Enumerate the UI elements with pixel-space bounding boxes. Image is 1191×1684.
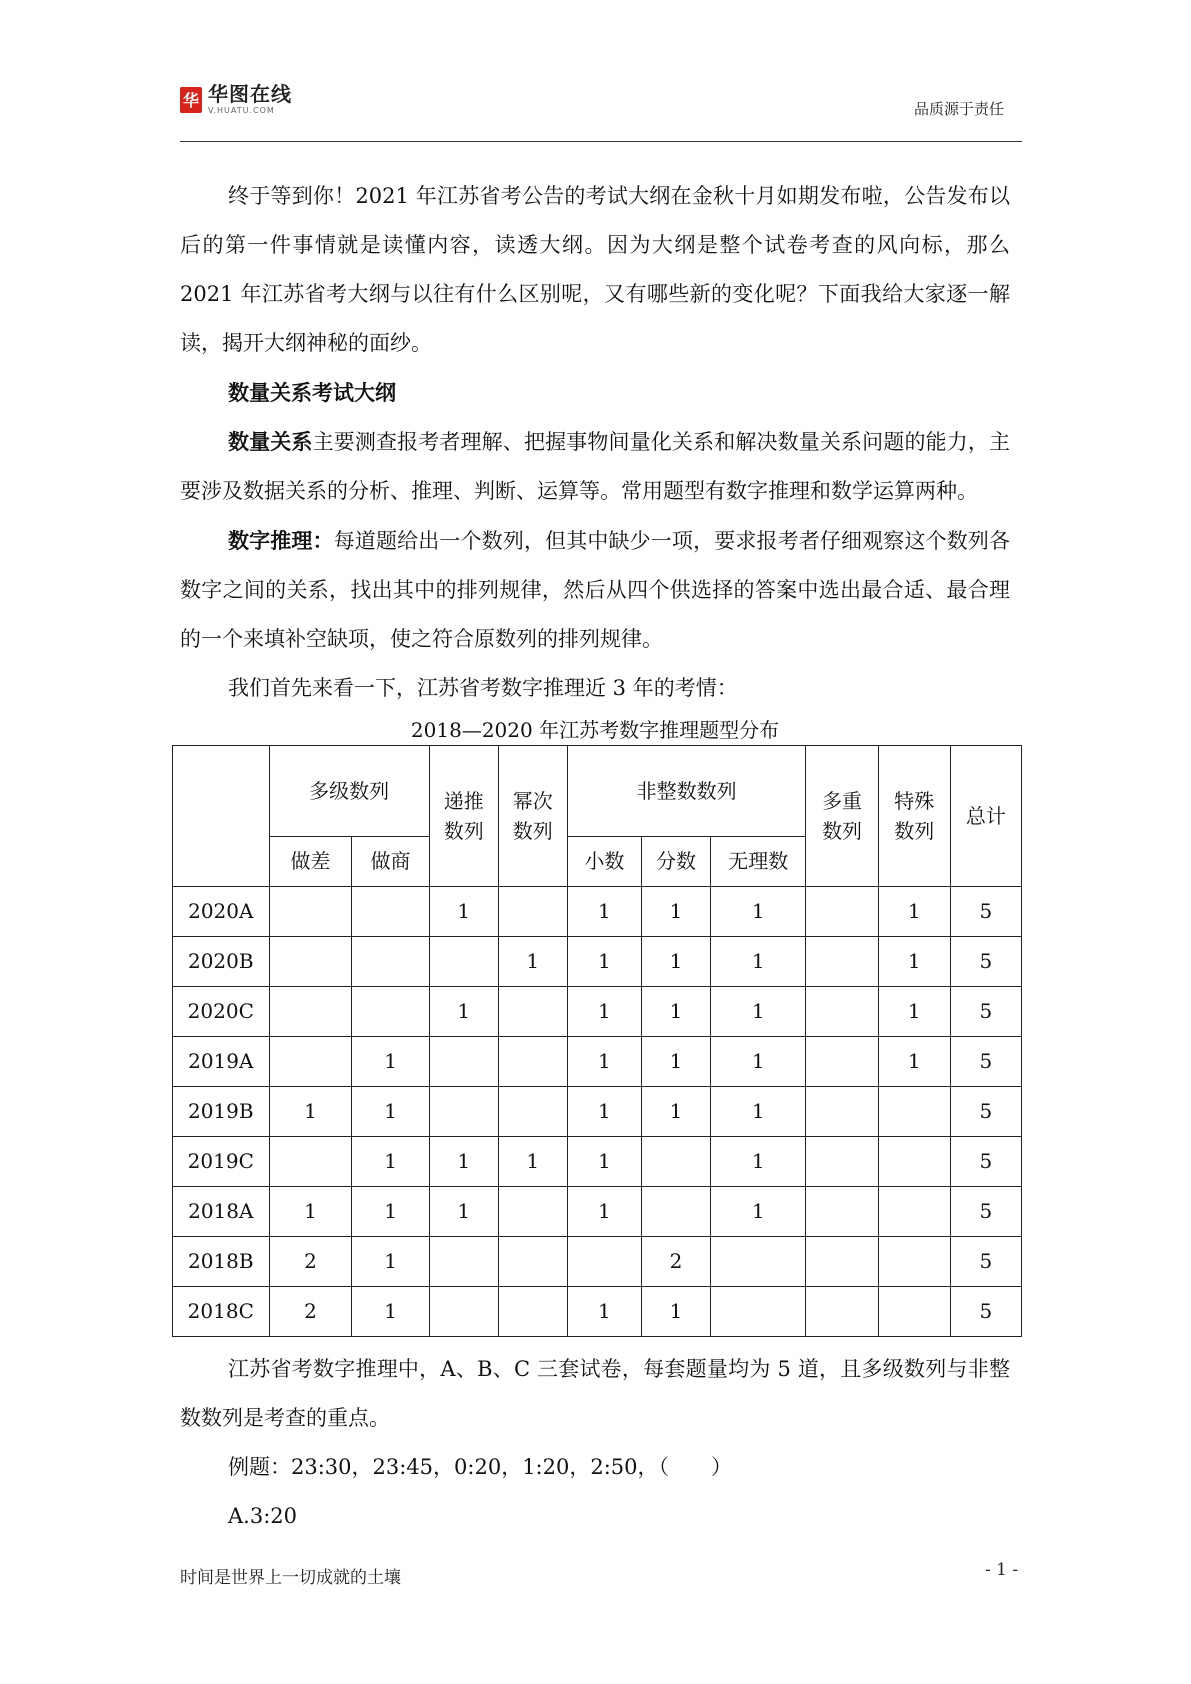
table-row <box>173 1287 1022 1337</box>
table-cell: 1 <box>567 1037 641 1087</box>
number-reasoning-description: 每道题给出一个数列，但其中缺少一项，要求报考者仔细观察这个数列各数字之间的关系，找出其中的排列规律，然后从四个供选择的答案中选出最合适、最合理的一个来填补空缺项，使之符合原数列的排列规律。 <box>180 529 1011 651</box>
table-cell: 1 <box>567 887 641 937</box>
table-cell: 1 <box>352 1237 429 1287</box>
table-row <box>173 1037 1022 1087</box>
table-cell: 1 <box>642 1087 711 1137</box>
header-multiple: 多重数列 <box>806 746 878 887</box>
row-label: 2018A <box>173 1187 270 1237</box>
table-cell: 1 <box>710 1087 806 1137</box>
table-cell <box>498 987 567 1037</box>
table-cell: 1 <box>567 987 641 1037</box>
table-cell <box>878 1237 950 1287</box>
table-cell: 1 <box>710 1187 806 1237</box>
exam-intro-paragraph: 我们首先来看一下，江苏省考数字推理近 3 年的考情： <box>228 676 738 700</box>
table-cell: 5 <box>950 1187 1021 1237</box>
table-cell <box>269 937 352 987</box>
header-recursive: 递推数列 <box>429 746 498 887</box>
sub-irr: 无理数 <box>710 837 806 887</box>
table-cell <box>429 937 498 987</box>
table-cell <box>352 987 429 1037</box>
logo-mark-icon: 华 <box>180 87 202 113</box>
table-cell <box>806 1137 878 1187</box>
table-cell: 5 <box>950 987 1021 1037</box>
table-cell: 2 <box>269 1237 352 1287</box>
table-cell: 1 <box>352 1037 429 1087</box>
table-cell <box>878 1187 950 1237</box>
table-cell: 1 <box>878 987 950 1037</box>
table-cell: 1 <box>352 1087 429 1137</box>
table-cell: 5 <box>950 1137 1021 1187</box>
page-header <box>180 80 1022 142</box>
table-cell: 1 <box>498 937 567 987</box>
table-cell: 1 <box>710 1037 806 1087</box>
corner-cell <box>173 746 270 887</box>
table-row <box>173 1237 1022 1287</box>
table-cell: 1 <box>710 887 806 937</box>
quantity-paragraph <box>180 417 1010 516</box>
sub-diff: 做差 <box>269 837 352 887</box>
table-cell: 1 <box>710 1137 806 1187</box>
header-slogan: 品质源于责任 <box>913 100 1004 118</box>
row-label: 2018C <box>173 1287 270 1337</box>
header-total: 总计 <box>950 746 1021 887</box>
sub-frac: 分数 <box>642 837 711 887</box>
table-cell: 1 <box>352 1287 429 1337</box>
table-cell: 1 <box>429 987 498 1037</box>
header-nonint: 非整数数列 <box>567 746 806 837</box>
table-row <box>173 887 1022 937</box>
summary-paragraph: 江苏省考数字推理中，A、B、C 三套试卷，每套题量均为 5 道，且多级数列与非整数数列是考查的重点。 <box>180 1357 1010 1430</box>
table-row <box>173 1087 1022 1137</box>
table-cell: 5 <box>950 937 1021 987</box>
table-cell <box>567 1237 641 1287</box>
row-label: 2020B <box>173 937 270 987</box>
row-label: 2020A <box>173 887 270 937</box>
table-cell: 1 <box>710 987 806 1037</box>
table-cell: 1 <box>567 1087 641 1137</box>
table-cell <box>642 1137 711 1187</box>
table-cell: 1 <box>642 987 711 1037</box>
row-label: 2018B <box>173 1237 270 1287</box>
table-cell <box>806 987 878 1037</box>
table-row <box>173 937 1022 987</box>
table-cell <box>878 1087 950 1137</box>
table-cell <box>429 1287 498 1337</box>
table-cell: 1 <box>642 887 711 937</box>
table-cell <box>498 1237 567 1287</box>
table-cell <box>498 1287 567 1337</box>
table-cell: 1 <box>269 1087 352 1137</box>
quantity-description: 主要测查报考者理解、把握事物间量化关系和解决数量关系问题的能力，主要涉及数据关系的分析、推理、判断、运算等。常用题型有数字推理和数学运算两种。 <box>180 430 1011 503</box>
table-cell <box>498 1187 567 1237</box>
table-cell: 1 <box>878 887 950 937</box>
number-reasoning-term: 数字推理： <box>228 528 334 553</box>
table-cell: 1 <box>567 1137 641 1187</box>
table-cell: 1 <box>269 1187 352 1237</box>
distribution-table <box>172 745 1022 1337</box>
table-cell: 5 <box>950 1237 1021 1287</box>
table-cell <box>878 1287 950 1337</box>
table-cell <box>429 1237 498 1287</box>
option-a: A.3:20 <box>228 1504 297 1528</box>
table-cell <box>269 1037 352 1087</box>
row-label: 2019C <box>173 1137 270 1187</box>
table-cell <box>269 987 352 1037</box>
table-cell: 1 <box>878 1037 950 1087</box>
footer-motto: 时间是世界上一切成就的土壤 <box>180 1568 401 1588</box>
table-cell: 1 <box>429 1137 498 1187</box>
table-cell <box>352 887 429 937</box>
huatu-logo <box>180 84 292 115</box>
table-cell: 1 <box>710 937 806 987</box>
header-special: 特殊数列 <box>878 746 950 887</box>
table-cell: 1 <box>352 1187 429 1237</box>
document-body <box>180 172 1010 1541</box>
table-cell: 1 <box>642 1287 711 1337</box>
table-cell: 1 <box>498 1137 567 1187</box>
table-cell <box>878 1137 950 1187</box>
section-title: 数量关系考试大纲 <box>228 380 396 405</box>
table-cell <box>806 1087 878 1137</box>
sub-quot: 做商 <box>352 837 429 887</box>
header-divider <box>180 141 1022 142</box>
table-cell: 2 <box>642 1237 711 1287</box>
table-cell: 1 <box>878 937 950 987</box>
logo-url: V.HUATU.COM <box>208 106 275 115</box>
table-cell <box>806 1037 878 1087</box>
table-cell: 1 <box>567 937 641 987</box>
row-label: 2019A <box>173 1037 270 1087</box>
table-cell <box>710 1287 806 1337</box>
table-cell <box>352 937 429 987</box>
table-row <box>173 987 1022 1037</box>
table-cell: 5 <box>950 1087 1021 1137</box>
table-cell: 1 <box>567 1287 641 1337</box>
table-cell: 2 <box>269 1287 352 1337</box>
table-cell: 1 <box>642 1037 711 1087</box>
table-cell <box>806 1237 878 1287</box>
table-cell: 1 <box>352 1137 429 1187</box>
table-cell: 1 <box>429 1187 498 1237</box>
table-cell <box>429 1087 498 1137</box>
table-cell <box>269 887 352 937</box>
example-question: 例题：23:30，23:45，0:20，1:20，2:50，（ ） <box>228 1455 733 1479</box>
table-cell <box>498 887 567 937</box>
page-number: - 1 - <box>985 1560 1019 1580</box>
table-cell <box>498 1087 567 1137</box>
header-multi: 多级数列 <box>269 746 429 837</box>
table-cell: 5 <box>950 1037 1021 1087</box>
table-cell <box>269 1137 352 1187</box>
row-label: 2020C <box>173 987 270 1037</box>
table-cell: 1 <box>429 887 498 937</box>
table-cell <box>429 1037 498 1087</box>
table-cell <box>642 1187 711 1237</box>
intro-paragraph: 终于等到你！2021 年江苏省考公告的考试大纲在金秋十月如期发布啦，公告发布以后的第一件事情就是读懂内容，读透大纲。因为大纲是整个试卷考查的风向标，那么 2021 年江苏省考大纲与以往有什么区别呢，又有哪些新的变化呢？下面我给大家逐一解读，揭开大纲神秘的面纱。 <box>180 184 1010 355</box>
row-label: 2019B <box>173 1087 270 1137</box>
quantity-term: 数量关系 <box>228 429 313 454</box>
table-cell <box>806 1187 878 1237</box>
table-cell: 1 <box>567 1187 641 1237</box>
header-power: 幂次数列 <box>498 746 567 887</box>
sub-dec: 小数 <box>567 837 641 887</box>
table-cell <box>806 937 878 987</box>
logo-name: 华图在线 <box>208 82 292 106</box>
table-row <box>173 1187 1022 1237</box>
number-reasoning-paragraph <box>180 516 1010 664</box>
table-cell: 5 <box>950 887 1021 937</box>
table-cell: 1 <box>642 937 711 987</box>
table-cell <box>710 1237 806 1287</box>
table-cell <box>806 887 878 937</box>
table-row <box>173 1137 1022 1187</box>
table-cell <box>806 1287 878 1337</box>
table-cell: 5 <box>950 1287 1021 1337</box>
table-caption: 2018—2020 年江苏考数字推理题型分布 <box>410 718 780 742</box>
table-cell <box>498 1037 567 1087</box>
